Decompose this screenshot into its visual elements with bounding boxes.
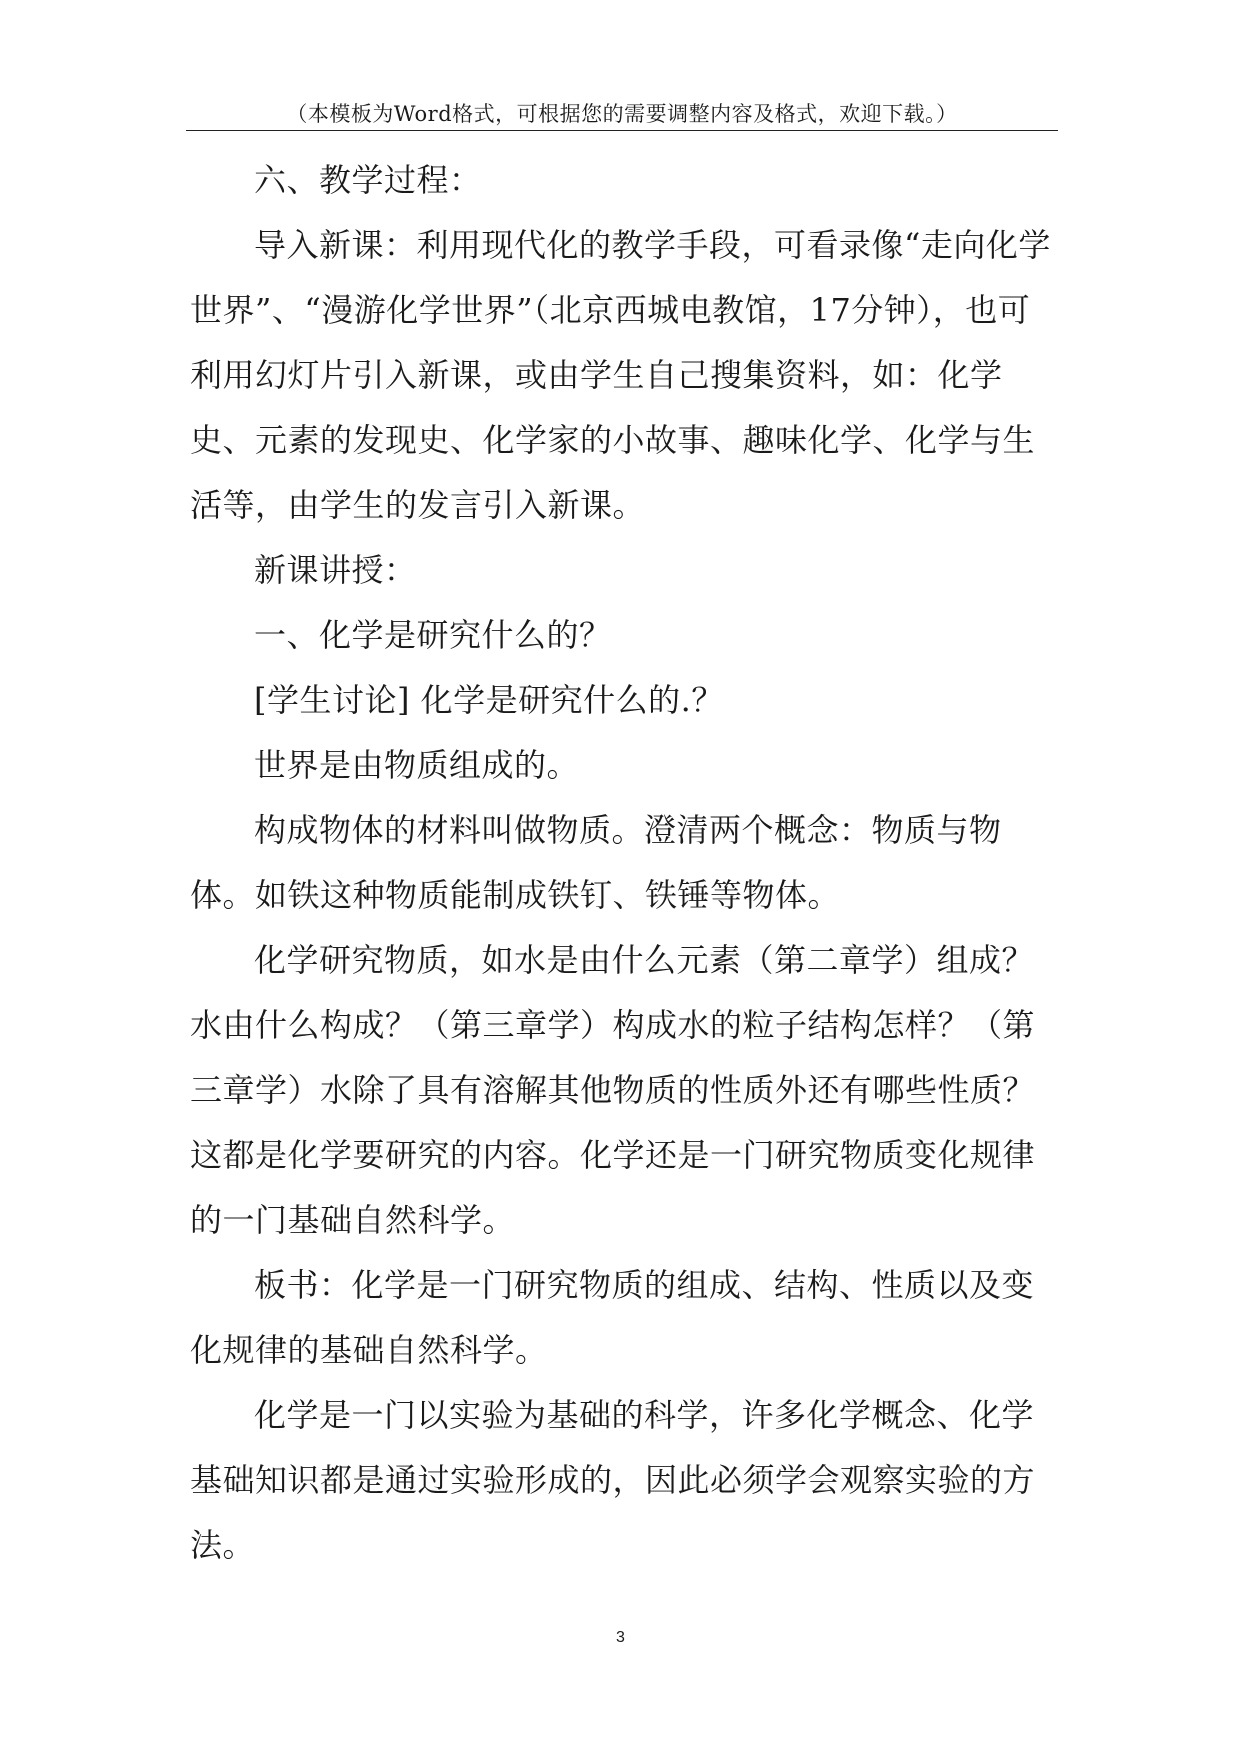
- header-note: （本模板为Word格式，可根据您的需要调整内容及格式，欢迎下载。）: [286, 102, 958, 126]
- paragraph-blackboard: 板书：化学是一门研究物质的组成、结构、性质以及变化规律的基础自然科学。: [190, 1266, 1035, 1369]
- document-body: [190, 148, 1054, 1578]
- paragraph-discussion: [学生讨论] 化学是研究什么的.？: [254, 681, 724, 719]
- paragraph-world: 世界是由物质组成的。: [254, 746, 580, 784]
- paragraph-new-lesson: 新课讲授：: [254, 551, 417, 589]
- paragraph-intro: 导入新课：利用现代化的教学手段，可看录像“走向化学世界”、“漫游化学世界”（北京西城电教馆，17分钟），也可利用幻灯片引入新课，或由学生自己搜集资料，如：化学史、元素的发现史、化学家的小故事、趣味化学、化学与生活等，由学生的发言引入新课。: [190, 226, 1051, 524]
- paragraph-experiment: 化学是一门以实验为基础的科学，许多化学概念、化学基础知识都是通过实验形成的，因此必须学会观察实验的方法。: [190, 1396, 1036, 1564]
- paragraph-research: 化学研究物质，如水是由什么元素（第二章学）组成？水由什么构成？（第三章学）构成水的粒子结构怎样？（第三章学）水除了具有溶解其他物质的性质外还有哪些性质？这都是化学要研究的内容。化学还是一门研究物质变化规律的一门基础自然科学。: [190, 941, 1036, 1239]
- section-heading: 六、教学过程：: [254, 161, 482, 199]
- subsection-heading: 一、化学是研究什么的？: [254, 616, 612, 654]
- header-divider: [186, 130, 1058, 131]
- paragraph-matter: 构成物体的材料叫做物质。澄清两个概念：物质与物体。如铁这种物质能制成铁钉、铁锤等物体。: [190, 811, 1002, 914]
- page-number: 3: [616, 1629, 625, 1646]
